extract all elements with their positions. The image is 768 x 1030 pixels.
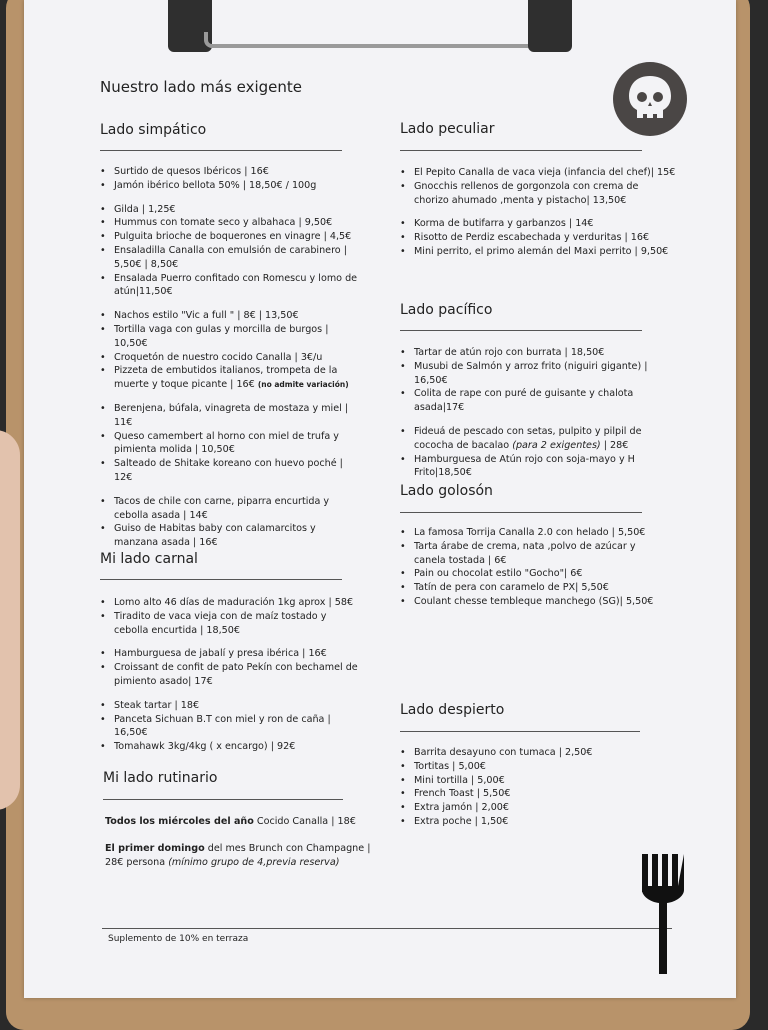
- menu-item: • French Toast | 5,50€: [400, 787, 660, 801]
- menu-item: • Guiso de Habitas baby con calamarcitos y manzana asada | 16€: [100, 522, 358, 550]
- page-title: Nuestro lado más exigente: [100, 78, 303, 96]
- menu-item: • La famosa Torrija Canalla 2.0 con helado | 5,50€: [400, 526, 670, 540]
- menu-list-simpatico: [100, 165, 358, 550]
- rutinario-line-1: [105, 815, 375, 829]
- menu-item: • Tomahawk 3kg/4kg ( x encargo) | 92€: [100, 740, 362, 754]
- menu-item: • Croquetón de nuestro cocido Canalla | 3€/u: [100, 351, 358, 365]
- menu-list-peculiar: [400, 166, 676, 259]
- section-title-pacifico: Lado pacífico: [400, 302, 493, 318]
- menu-list-pacifico: [400, 346, 682, 480]
- menu-item-text: Pizzeta de embutidos italianos, trompeta de la muerte y toque picante | 16€: [114, 365, 338, 391]
- menu-item: • Tortitas | 5,00€: [400, 760, 660, 774]
- divider: [400, 330, 642, 331]
- rutinario-day: El primer domingo: [105, 843, 205, 854]
- menu-item: • Ensaladilla Canalla con emulsión de carabinero | 5,50€ | 8,50€: [100, 244, 358, 272]
- menu-list-despierto: [400, 746, 660, 829]
- divider: [400, 150, 642, 151]
- menu-item: • Jamón ibérico bellota 50% | 18,50€ / 100g: [100, 179, 358, 193]
- menu-item: • Mini tortilla | 5,00€: [400, 774, 660, 788]
- menu-item: • Tartar de atún rojo con burrata | 18,50€: [400, 346, 682, 360]
- menu-item: • Steak tartar | 18€: [100, 699, 362, 713]
- menu-list-carnal: [100, 596, 362, 754]
- menu-item: • Panceta Sichuan B.T con miel y ron de caña | 16,50€: [100, 713, 362, 741]
- menu-item: • Tarta árabe de crema, nata ,polvo de azúcar y canela tostada | 6€: [400, 540, 670, 568]
- menu-item: • Tiradito de vaca vieja con de maíz tostado y cebolla encurtida | 18,50€: [100, 610, 362, 638]
- menu-item: • Berenjena, búfala, vinagreta de mostaza y miel | 11€: [100, 402, 358, 430]
- menu-item: • Pain ou chocolat estilo "Gocho"| 6€: [400, 567, 670, 581]
- menu-item: • Queso camembert al horno con miel de trufa y pimienta molida | 10,50€: [100, 430, 358, 458]
- menu-item: • Pulguita brioche de boquerones en vinagre | 4,5€: [100, 230, 358, 244]
- menu-item: • Nachos estilo "Vic a full " | 8€ | 13,50€: [100, 309, 358, 323]
- section-title-simpatico: Lado simpático: [100, 122, 207, 138]
- menu-item: [100, 364, 358, 392]
- menu-item: • Surtido de quesos Ibéricos | 16€: [100, 165, 358, 179]
- menu-item: • Salteado de Shitake koreano con huevo poché | 12€: [100, 457, 358, 485]
- menu-item: [400, 425, 682, 453]
- menu-item: • Colita de rape con puré de guisante y chalota asada|17€: [400, 387, 682, 415]
- clip-wire: [204, 32, 536, 48]
- skull-logo-icon: [613, 62, 687, 136]
- rutinario-day: Todos los miércoles del año: [105, 816, 254, 827]
- menu-item: • Extra poche | 1,50€: [400, 815, 660, 829]
- section-title-goloson: Lado golosón: [400, 483, 493, 499]
- footer-note: Suplemento de 10% en terraza: [108, 934, 249, 944]
- menu-item: • Gilda | 1,25€: [100, 203, 358, 217]
- menu-item: • Tatín de pera con caramelo de PX| 5,50€: [400, 581, 670, 595]
- rutinario-line-2: [105, 842, 377, 870]
- menu-item: • Tortilla vaga con gulas y morcilla de burgos | 10,50€: [100, 323, 358, 351]
- menu-item-note: (no admite variación): [257, 380, 349, 390]
- menu-item: • Barrita desayuno con tumaca | 2,50€: [400, 746, 660, 760]
- menu-item: • Musubi de Salmón y arroz frito (niguiri gigante) | 16,50€: [400, 360, 682, 388]
- menu-item: • Coulant chesse tembleque manchego (SG)| 5,50€: [400, 595, 670, 609]
- divider: [100, 150, 342, 151]
- menu-item-price: | 28€: [600, 439, 629, 451]
- section-title-rutinario: Mi lado rutinario: [103, 770, 218, 786]
- divider: [400, 731, 640, 732]
- divider: [100, 579, 342, 580]
- menu-item: • Risotto de Perdiz escabechada y verduritas | 16€: [400, 231, 676, 245]
- menu-list-goloson: [400, 526, 670, 609]
- section-title-peculiar: Lado peculiar: [400, 121, 495, 137]
- clip-right-end: [528, 0, 572, 52]
- footer-divider: [102, 928, 672, 929]
- thumb: [0, 430, 20, 810]
- divider: [103, 799, 343, 800]
- menu-item: • Mini perrito, el primo alemán del Maxi perrito | 9,50€: [400, 245, 676, 259]
- menu-item: • Hamburguesa de Atún rojo con soja-mayo y H Frito|18,50€: [400, 453, 682, 481]
- menu-item: • Ensalada Puerro confitado con Romescu y lomo de atún|11,50€: [100, 272, 358, 300]
- menu-item: • Korma de butifarra y garbanzos | 14€: [400, 217, 676, 231]
- rutinario-dish: del mes Brunch con Champagne | 28€ persona: [105, 843, 371, 868]
- section-title-carnal: Mi lado carnal: [100, 551, 198, 567]
- divider: [400, 512, 642, 513]
- menu-item: • El Pepito Canalla de vaca vieja (infancia del chef)| 15€: [400, 166, 676, 180]
- menu-item: • Extra jamón | 2,00€: [400, 801, 660, 815]
- section-title-despierto: Lado despierto: [400, 702, 505, 718]
- menu-item: • Gnocchis rellenos de gorgonzola con crema de chorizo ahumado ,menta y pistacho| 13,50€: [400, 180, 676, 208]
- clipboard-clip: [168, 0, 572, 56]
- menu-item: • Tacos de chile con carne, piparra encurtida y cebolla asada | 14€: [100, 495, 358, 523]
- menu-item-text: Fideuá de pescado con setas, pulpito y pilpil de cococha de bacalao: [414, 425, 642, 451]
- fork-icon: [640, 850, 686, 978]
- menu-item: • Lomo alto 46 días de maduración 1kg aprox | 58€: [100, 596, 362, 610]
- menu-item: • Hummus con tomate seco y albahaca | 9,50€: [100, 216, 358, 230]
- menu-item-note: (para 2 exigentes): [512, 439, 601, 451]
- menu-item: • Hamburguesa de jabalí y presa ibérica | 16€: [100, 647, 362, 661]
- menu-item: • Croissant de confit de pato Pekín con bechamel de pimiento asado| 17€: [100, 661, 362, 689]
- rutinario-note: (mínimo grupo de 4,previa reserva): [168, 856, 340, 868]
- rutinario-dish: Cocido Canalla | 18€: [253, 816, 356, 827]
